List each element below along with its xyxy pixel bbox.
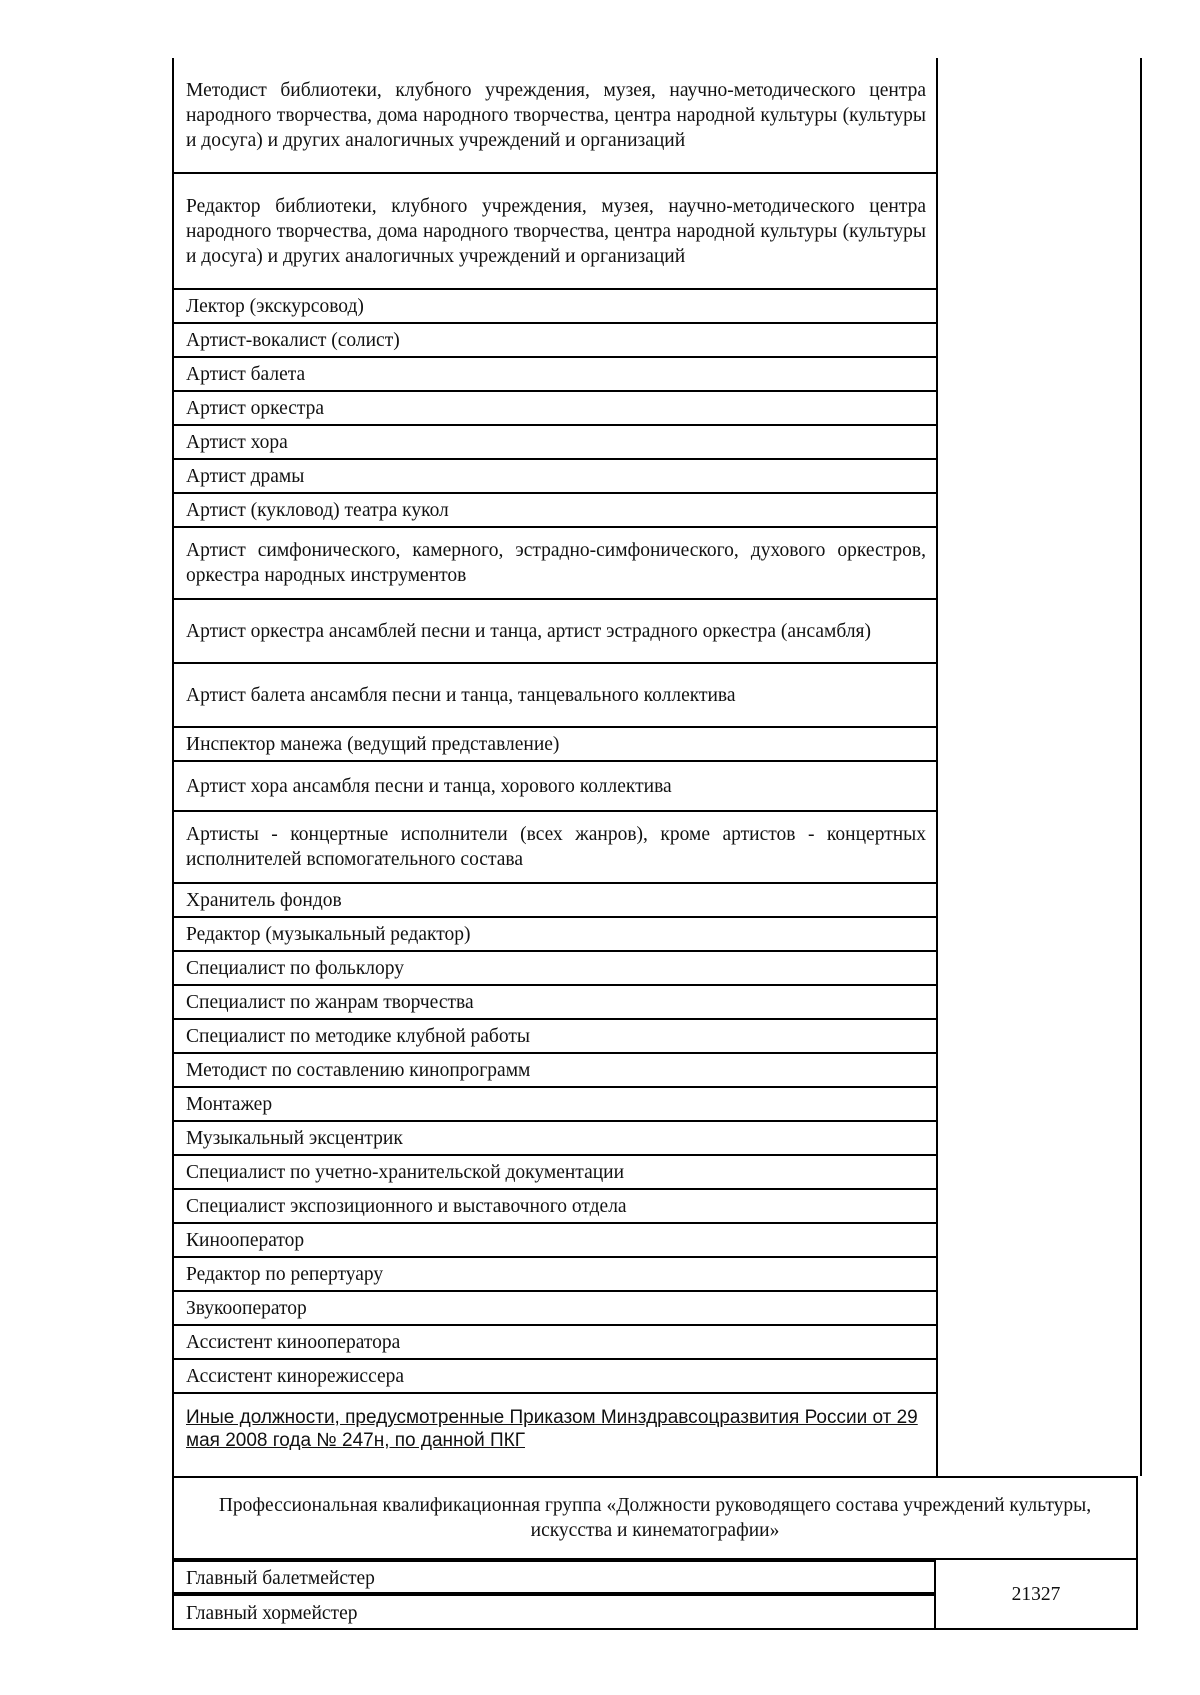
position-name: Лектор (экскурсовод) [186, 295, 364, 317]
position-name: Специалист по методике клубной работы [186, 1025, 530, 1047]
position-name: Ассистент кинооператора [186, 1331, 401, 1353]
position-name: Редактор (музыкальный редактор) [186, 923, 471, 945]
table-row [174, 812, 936, 884]
position-name: Артист драмы [186, 465, 305, 487]
table-row [174, 918, 936, 952]
position-name: Ассистент кинорежиссера [186, 1365, 405, 1387]
position-name: Редактор по репертуару [186, 1263, 384, 1285]
table-row [174, 1122, 936, 1156]
position-name: Артист оркестра [186, 397, 325, 419]
table-row [174, 426, 936, 460]
table-row [174, 358, 936, 392]
position-name: Артист симфонического, камерного, эстрадно-симфонического, духового оркестров, оркестра народных инструментов [186, 540, 926, 586]
position-name: Артист (кукловод) театра кукол [186, 499, 449, 521]
position-name: Кинооператор [186, 1229, 305, 1251]
position-name: Методист библиотеки, клубного учреждения, музея, научно-методического центра народного творчества, дома народного творчества, центра народной культуры (культуры и досуга) и других аналогичных учреждений и организаций [186, 79, 926, 151]
position-name: Артист-вокалист (солист) [186, 329, 400, 351]
table-row [174, 1560, 934, 1594]
position-name: Специалист по жанрам творчества [186, 991, 474, 1013]
other-positions-row [174, 1394, 936, 1476]
position-name: Артисты - концертные исполнители (всех жанров), кроме артистов - концертных исполнителей вспомогательного состава [186, 824, 926, 870]
position-name: Главный хормейстер [186, 1602, 358, 1624]
table-row [174, 460, 936, 494]
table-row [174, 392, 936, 426]
table-row [174, 324, 936, 358]
table-row [174, 728, 936, 762]
positions-list [174, 58, 938, 1476]
position-name: Специалист по учетно-хранительской документации [186, 1161, 625, 1183]
salary-code: 21327 [1011, 1583, 1061, 1605]
position-name: Главный балетмейстер [186, 1567, 375, 1589]
table-row [174, 1258, 936, 1292]
document-page [172, 58, 1138, 1630]
table-row [174, 58, 936, 174]
table-row [174, 952, 936, 986]
position-name: Артист балета [186, 363, 306, 385]
table-row [174, 664, 936, 728]
table-row [174, 290, 936, 324]
position-name: Музыкальный эксцентрик [186, 1127, 403, 1149]
table-row [174, 1020, 936, 1054]
position-name: Методист по составлению кинопрограмм [186, 1059, 531, 1081]
table-row [174, 528, 936, 600]
table-row [174, 1088, 936, 1122]
management-positions [174, 1560, 936, 1628]
table-row [174, 600, 936, 664]
table-row [174, 1292, 936, 1326]
table-row [174, 1594, 934, 1628]
position-name: Инспектор манежа (ведущий представление) [186, 733, 560, 755]
table-row [174, 884, 936, 918]
position-name: Звукооператор [186, 1297, 307, 1319]
position-name: Артист хора [186, 431, 288, 453]
group-title-text: Профессиональная квалификационная группа «Должности руководящего состава учреждений культуры, искусства и кинематографии» [218, 1495, 1092, 1541]
other-positions-link[interactable]: Иные должности, предусмотренные Приказом Минздравсоцразвития России от 29 мая 2008 года № 247н, по данной ПКГ [186, 1407, 918, 1451]
position-name: Артист хора ансамбля песни и танца, хорового коллектива [186, 775, 672, 797]
position-name: Редактор библиотеки, клубного учреждения, музея, научно-методического центра народного творчества, дома народного творчества, центра народной культуры (культуры и досуга) и других аналогичных учреждений и организаций [186, 195, 926, 267]
table-row [174, 762, 936, 812]
management-block [172, 1560, 1138, 1630]
table-row [174, 986, 936, 1020]
table-row [174, 1156, 936, 1190]
position-name: Монтажер [186, 1093, 273, 1115]
table-row [174, 1224, 936, 1258]
table-row [174, 174, 936, 290]
position-name: Хранитель фондов [186, 889, 342, 911]
position-name: Специалист по фольклору [186, 957, 405, 979]
position-name: Специалист экспозиционного и выставочного отдела [186, 1195, 627, 1217]
position-name: Артист оркестра ансамблей песни и танца, артист эстрадного оркестра (ансамбля) [186, 620, 872, 642]
positions-block [172, 58, 1142, 1476]
table-row [174, 1190, 936, 1224]
table-row [174, 1360, 936, 1394]
position-name: Артист балета ансамбля песни и танца, танцевального коллектива [186, 684, 736, 706]
table-row [174, 494, 936, 528]
table-row [174, 1326, 936, 1360]
qualification-group-title [172, 1476, 1138, 1560]
table-row [174, 1054, 936, 1088]
